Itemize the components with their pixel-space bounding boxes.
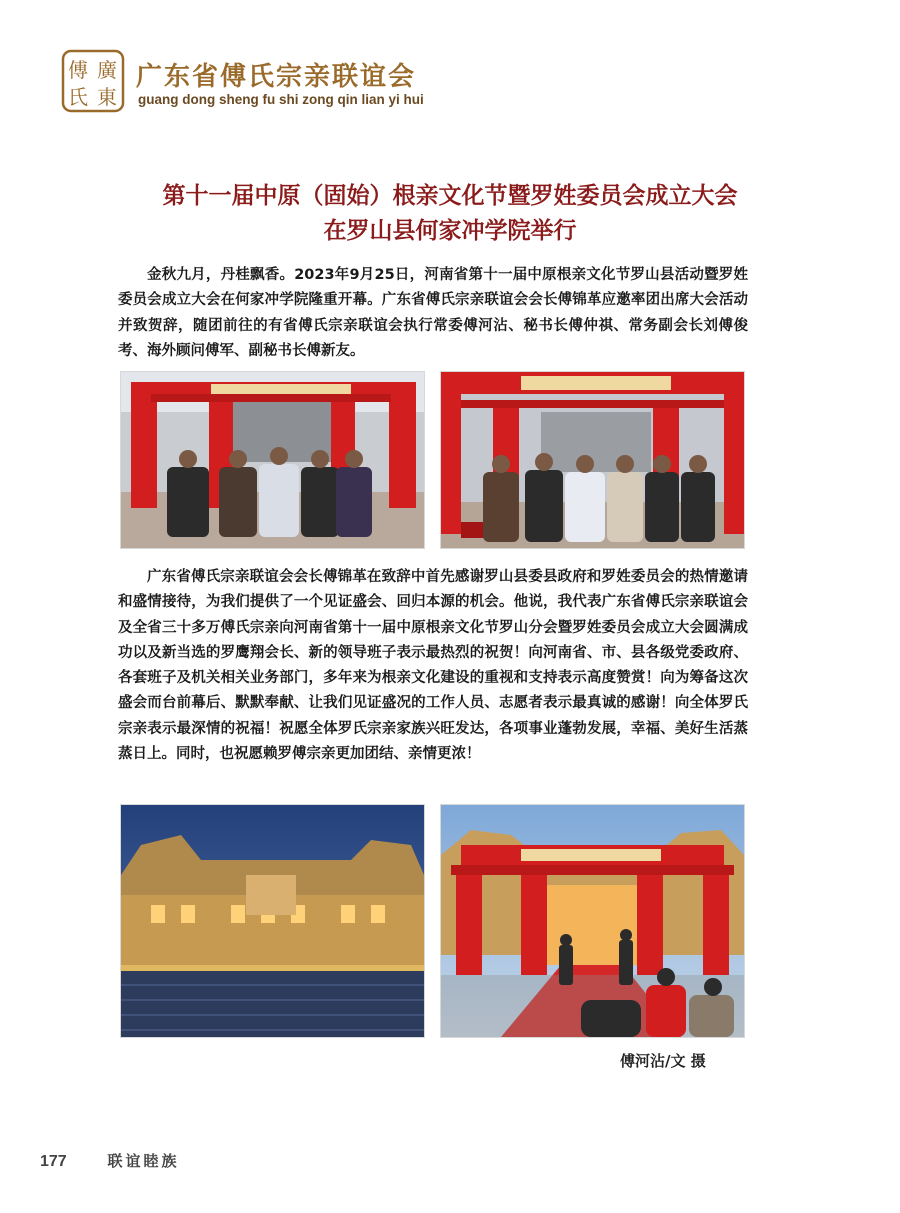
page-footer — [40, 1150, 180, 1171]
article-paragraph-2: 广东省傅氏宗亲联谊会会长傅锦革在致辞中首先感谢罗山县委县政府和罗姓委员会的热情邀请和盛情接待，为我们提供了一个见证盛会、回归本源的机会。他说，我代表广东省傅氏宗亲联谊会及全省三十多万傅氏宗亲向河南省第十一届中原根亲文化节罗山分会暨罗姓委员会成立大会圆满成功以及新当选的罗鹰翔会长、新的领导班子表示最热烈的祝贺！向河南省、市、县各级党委政府、各套班子及机关相关业务部门，多年来为根亲文化建设的重视和支持表示高度赞赏！向为筹备这次盛会而台前幕后、默默奉献、让我们见证盛况的工作人员、志愿者表示最真诚的感谢！向全体罗氏宗亲表示最深情的祝福！祝愿全体罗氏宗亲家族兴旺发达，各项事业蓬勃发展，幸福、美好生活蒸蒸日上。同时，也祝愿赖罗傅宗亲更加团结、亲情更浓！ — [118, 569, 748, 763]
svg-text:傅: 傅 — [68, 58, 88, 82]
section-label: 联谊睦族 — [107, 1152, 180, 1170]
seal-logo-icon — [60, 48, 126, 114]
photo-academy-at-dusk — [120, 804, 425, 1038]
svg-text:氏: 氏 — [68, 85, 88, 109]
article-paragraph-1: 金秋九月，丹桂飘香。2023年9月25日，河南省第十一届中原根亲文化节罗山县活动暨罗姓委员会成立大会在何家冲学院隆重开幕。广东省傅氏宗亲联谊会会长傅锦革应邀率团出席大会活动并致贺辞，随团前往的有省傅氏宗亲联谊会执行常委傅河沾、秘书长傅仲祺、常务副会长刘傅俊考、海外顾问傅军、副秘书长傅新友。 — [118, 267, 748, 359]
org-pinyin: guang dong sheng fu shi zong qin lian yi hui — [138, 92, 424, 107]
photo-group-at-gate-2 — [440, 371, 745, 549]
article-title-line2: 在罗山县何家冲学院举行 — [323, 218, 577, 244]
svg-text:東: 東 — [97, 85, 117, 109]
photo-lit-gate-red-carpet — [440, 804, 745, 1038]
page-number: 177 — [40, 1153, 67, 1170]
photo-group-at-gate-1 — [120, 371, 425, 549]
photo-credit: 傅河沾/文 摄 — [620, 1052, 706, 1070]
org-name: 广东省傅氏宗亲联谊会 — [136, 62, 417, 92]
svg-text:廣: 廣 — [97, 58, 117, 82]
page-header — [60, 48, 480, 118]
article-title-line1: 第十一届中原（固始）根亲文化节暨罗姓委员会成立大会 — [162, 183, 738, 209]
